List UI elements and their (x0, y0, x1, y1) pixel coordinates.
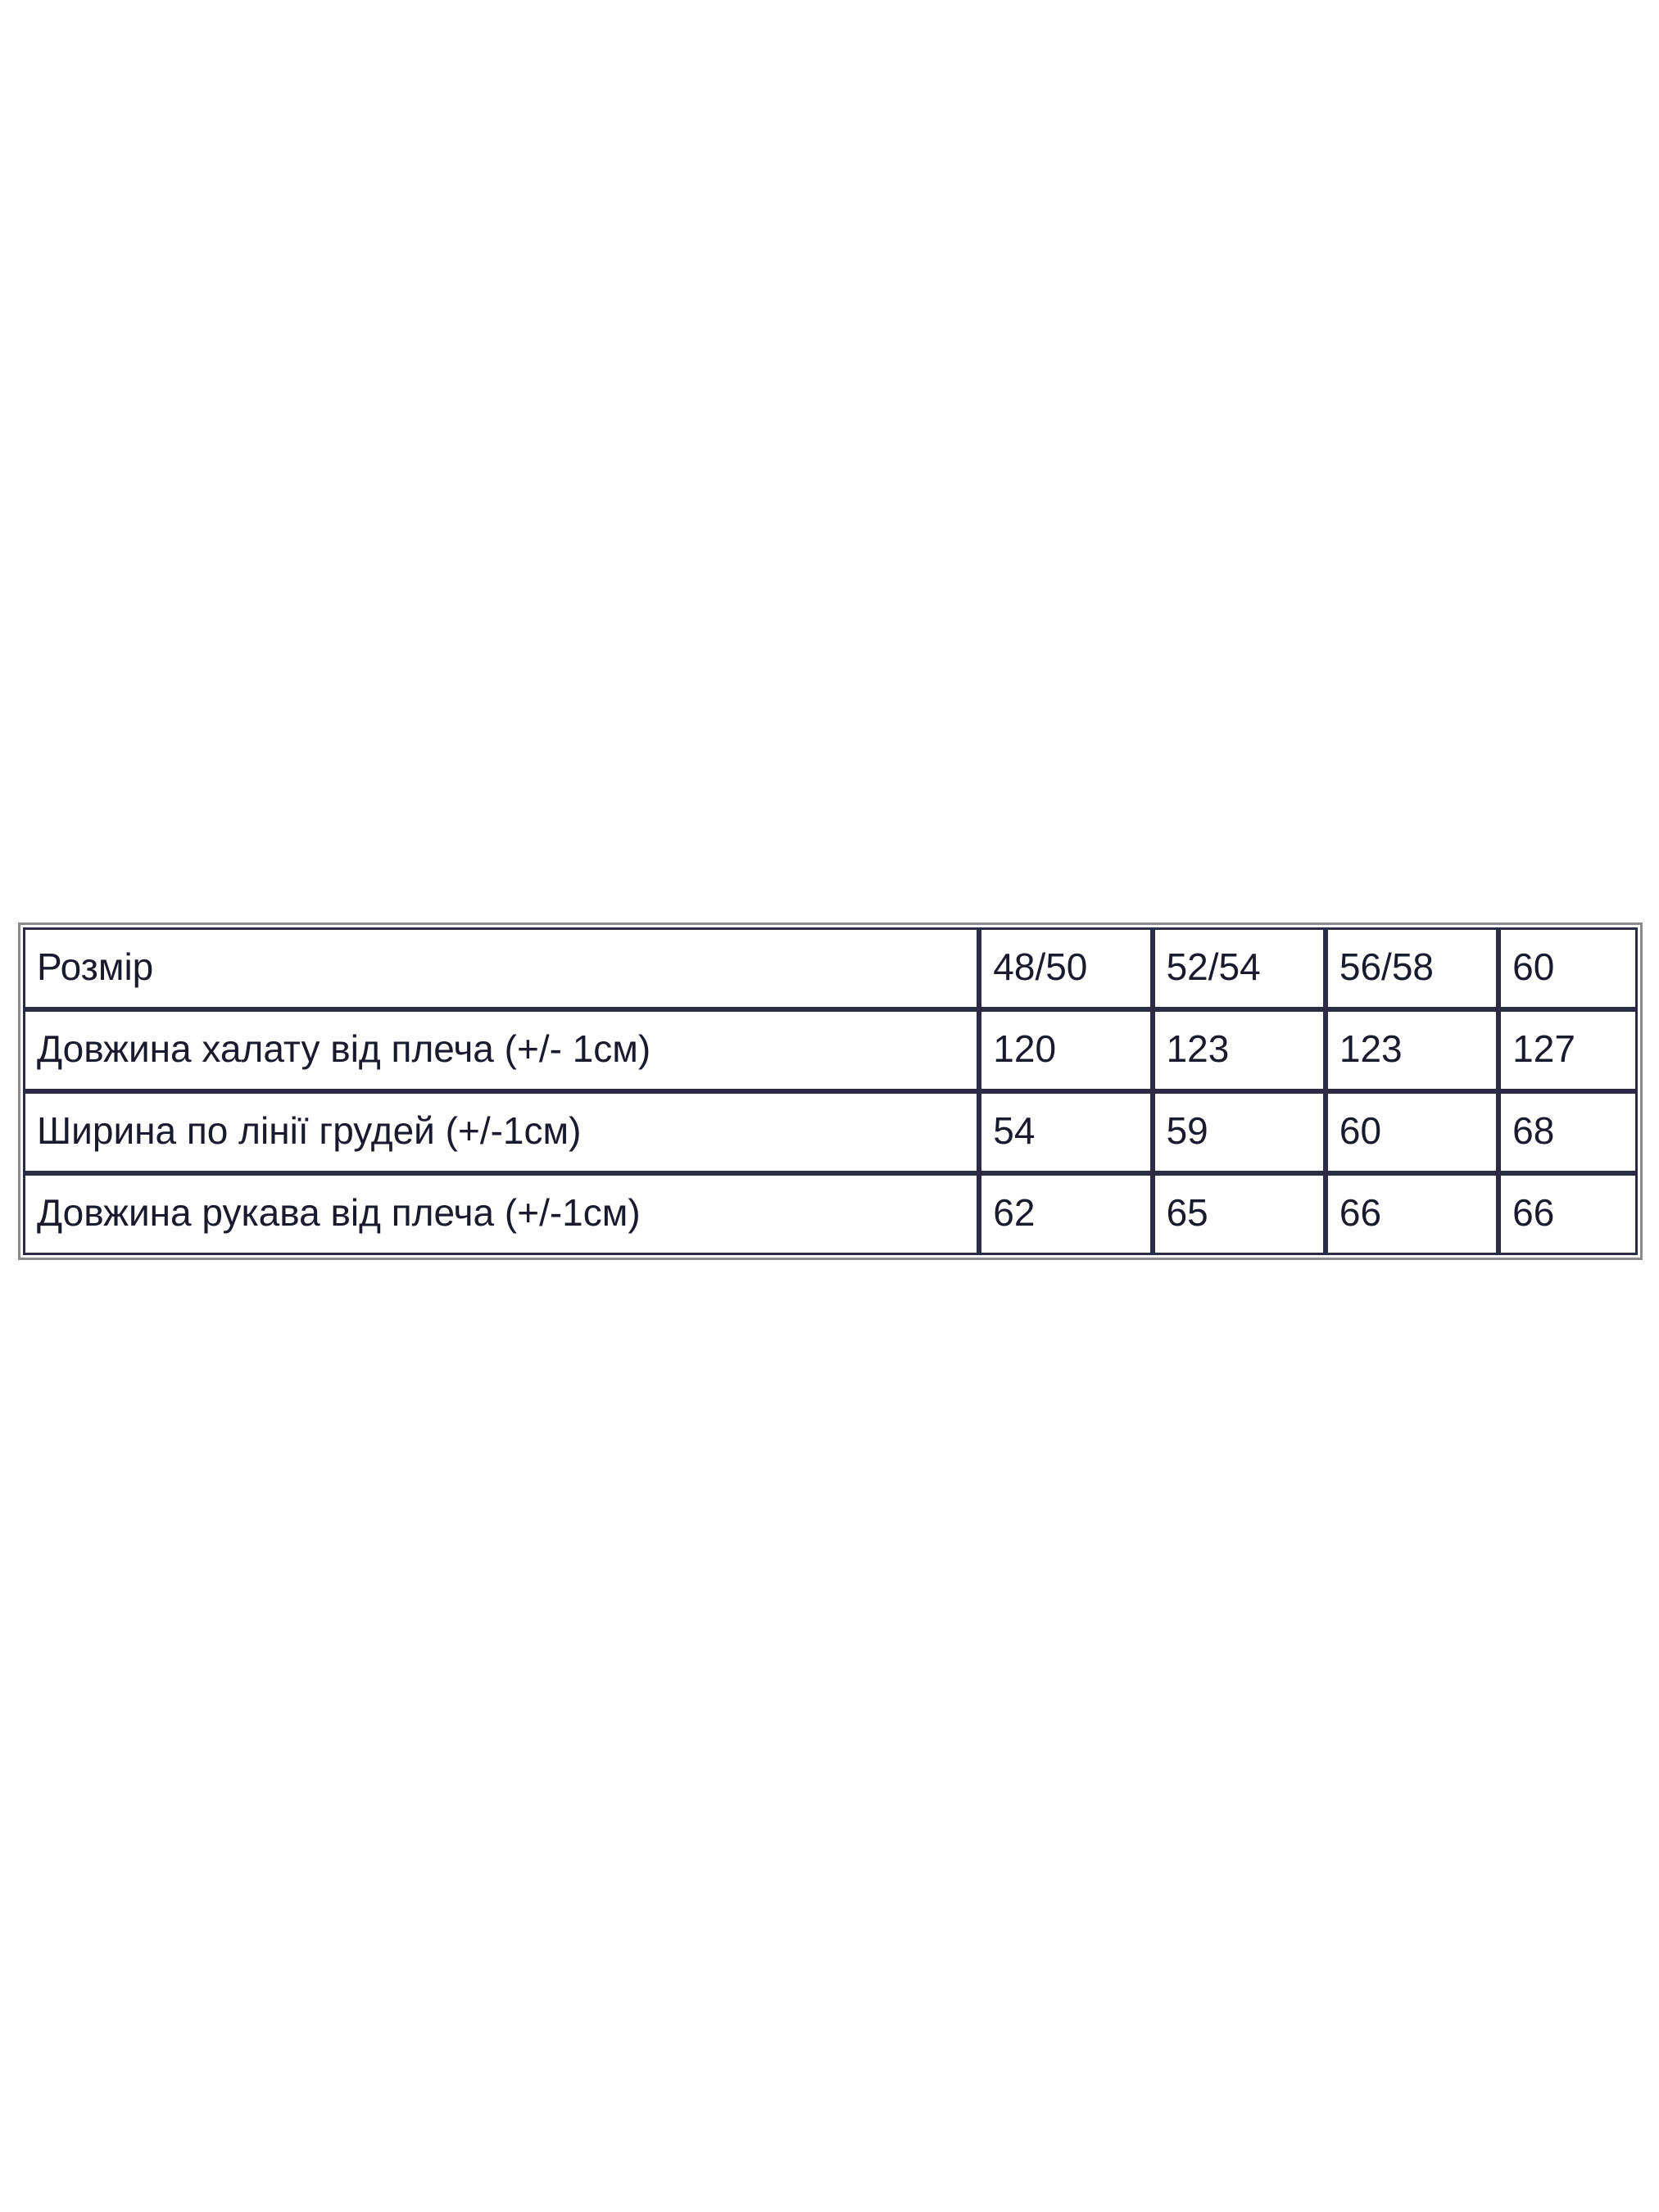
row-value: 66 (1498, 1173, 1638, 1255)
row-value: 123 (1153, 1009, 1326, 1091)
row-value: 60 (1498, 927, 1638, 1009)
row-label: Довжина рукава від плеча (+/-1см) (23, 1173, 979, 1255)
row-value: 54 (979, 1091, 1152, 1173)
size-chart-table (18, 922, 1643, 1260)
row-value: 65 (1153, 1173, 1326, 1255)
table-row (23, 927, 1638, 1009)
row-label: Розмір (23, 927, 979, 1009)
row-value: 123 (1326, 1009, 1498, 1091)
row-value: 56/58 (1326, 927, 1498, 1009)
table-row (23, 1091, 1638, 1173)
row-value: 48/50 (979, 927, 1152, 1009)
table-row (23, 1009, 1638, 1091)
row-value: 59 (1153, 1091, 1326, 1173)
row-value: 120 (979, 1009, 1152, 1091)
row-value: 52/54 (1153, 927, 1326, 1009)
row-value: 60 (1326, 1091, 1498, 1173)
table-row (23, 1173, 1638, 1255)
row-value: 62 (979, 1173, 1152, 1255)
size-chart-container (18, 922, 1643, 1260)
row-label: Довжина халату від плеча (+/- 1см) (23, 1009, 979, 1091)
row-label: Ширина по лінії грудей (+/-1см) (23, 1091, 979, 1173)
row-value: 66 (1326, 1173, 1498, 1255)
size-chart-body (23, 927, 1638, 1255)
row-value: 68 (1498, 1091, 1638, 1173)
row-value: 127 (1498, 1009, 1638, 1091)
